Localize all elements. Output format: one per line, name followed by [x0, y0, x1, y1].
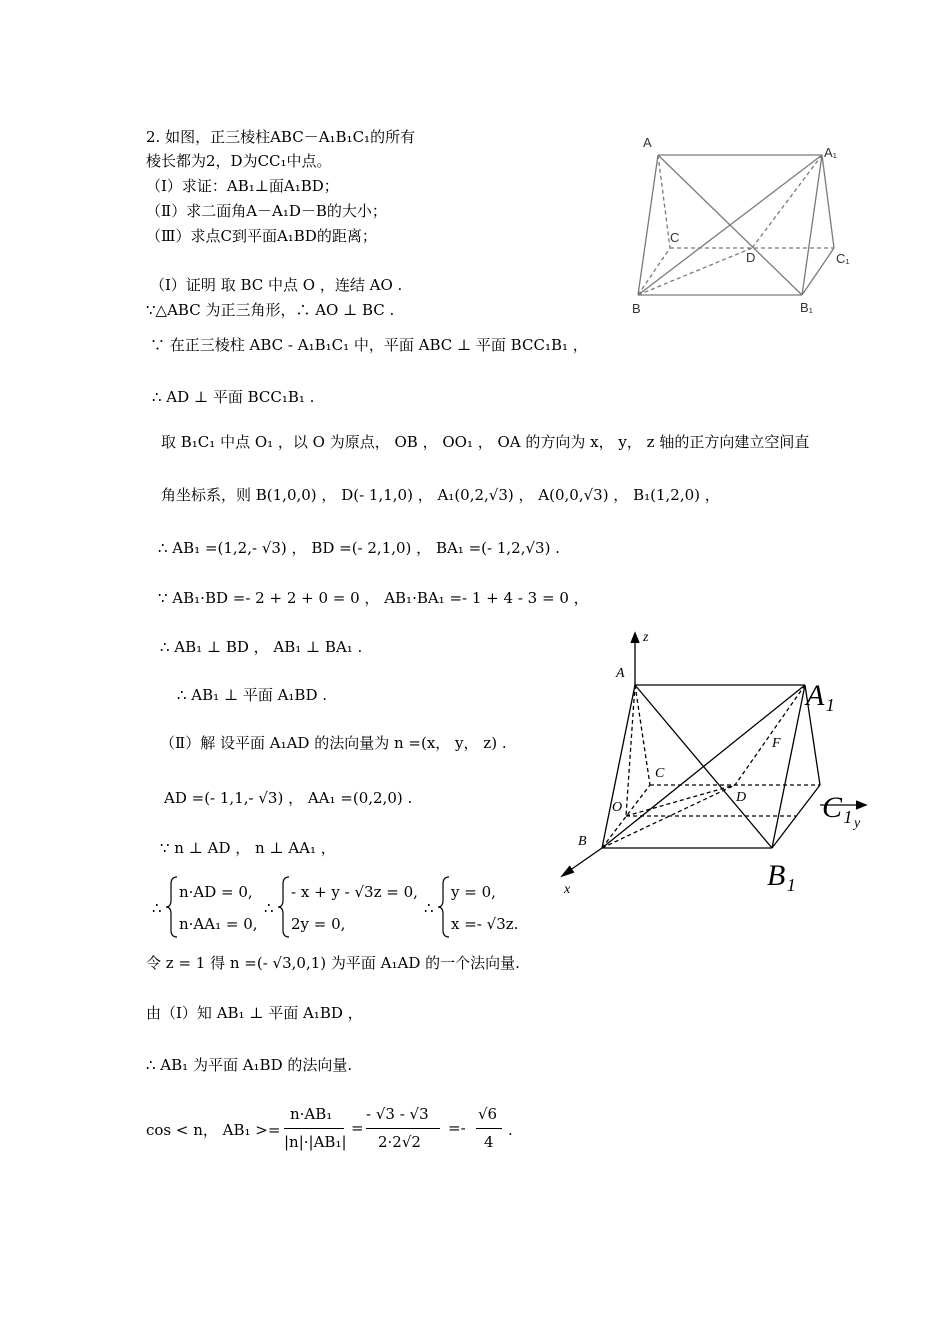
problem-line-1: 2. 如图，正三棱柱ABC－A₁B₁C₁的所有: [146, 128, 416, 146]
z-axis-arrow: [631, 633, 639, 643]
fraction-1: [284, 1102, 347, 1162]
therefore-2: ∴: [264, 899, 274, 917]
equals-1: =: [351, 1119, 364, 1137]
solution-line-16: 由（Ⅰ）知 AB₁ ⊥ 平面 A₁BD ，: [146, 1004, 363, 1022]
cos-left: cos < n， AB₁ >=: [146, 1121, 281, 1139]
solution-line-1: （Ⅰ）证明 取 BC 中点 O ，连结 AO .: [150, 276, 403, 294]
solution-line-3: ∵ 在正三棱柱 ABC - A₁B₁C₁ 中，平面 ABC ⊥ 平面 BCC₁B₁ ，: [150, 336, 588, 354]
system-1-eq-2: n·AA₁ = 0,: [179, 915, 258, 933]
label-B1: B₁: [800, 300, 814, 315]
label-A: A: [643, 135, 652, 150]
fraction-2-bar: [366, 1128, 440, 1129]
brace-2: [278, 876, 290, 938]
seg-A1D: [752, 155, 822, 248]
system-1-eq-1: n·AD = 0,: [179, 883, 253, 901]
solution-line-2: ∵△ABC 为正三角形，∴ AO ⊥ BC .: [146, 301, 395, 319]
cosine-formula: [146, 1098, 566, 1168]
final-period: .: [508, 1121, 513, 1139]
label-O: O: [612, 800, 623, 815]
solution-line-17: ∴ AB₁ 为平面 A₁BD 的法向量.: [146, 1056, 353, 1074]
label-F: F: [772, 736, 781, 751]
label-D: D: [736, 790, 747, 805]
problem-part-2: （Ⅱ）求二面角A－A₁D－B的大小；: [146, 202, 387, 220]
diag-BA1: [602, 685, 805, 848]
fraction-2-numerator: - √3 - √3: [366, 1105, 429, 1123]
problem-line-2: 棱长都为2，D为CC₁中点。: [146, 152, 332, 170]
fraction-1-bar: [284, 1128, 344, 1129]
label-C: C: [670, 230, 680, 245]
fraction-3: [476, 1102, 506, 1162]
fraction-2: [366, 1102, 444, 1162]
label-y: y: [854, 816, 861, 831]
solution-line-11: （Ⅱ）解 设平面 A₁AD 的法向量为 n =(x， y， z) .: [160, 734, 507, 752]
solution-line-9: ∴ AB₁ ⊥ BD ， AB₁ ⊥ BA₁ .: [160, 638, 363, 656]
therefore-3: ∴: [424, 899, 434, 917]
label-C: C: [655, 766, 665, 781]
label-D: D: [746, 250, 756, 265]
brace-3: [438, 876, 450, 938]
solution-line-6: 角坐标系，则 B(1,0,0) ， D(- 1,1,0) ， A₁(0,2,√3) ， A(0,0,√3) ， B₁(1,2,0) ，: [161, 486, 720, 504]
solution-line-8: ∵ AB₁·BD =- 2 + 2 + 0 = 0 ， AB₁·BA₁ =- 1 + 4 - 3 = 0 ，: [158, 589, 589, 607]
solution-line-13: ∵ n ⊥ AD ， n ⊥ AA₁ ，: [160, 839, 336, 857]
solution-line-7: ∴ AB₁ =(1,2,- √3) ， BD =(- 2,1,0) ， BA₁ =(- 1,2,√3) .: [158, 539, 560, 557]
prism-figure: [620, 125, 860, 325]
solution-line-5: 取 B₁C₁ 中点 O₁ ，以 O 为原点， OB ， OO₁ ， OA 的方向为 x， y， z 轴的正方向建立空间直: [161, 433, 810, 451]
label-x: x: [564, 882, 571, 897]
equals-2: =-: [448, 1119, 466, 1137]
solution-line-12: AD =(- 1,1,- √3) ， AA₁ =(0,2,0) .: [164, 789, 413, 807]
therefore-1: ∴: [152, 899, 162, 917]
brace-1: [166, 876, 178, 938]
fraction-3-denominator: 4: [484, 1133, 494, 1151]
diag-BA1: [638, 155, 822, 295]
solution-line-15: 令 z = 1 得 n =(- √3,0,1) 为平面 A₁AD 的一个法向量.: [146, 954, 520, 972]
system-2-eq-1: - x + y - √3z = 0,: [291, 883, 418, 901]
y-axis-arrow: [856, 801, 866, 809]
fraction-3-bar: [476, 1128, 502, 1129]
label-B: B: [578, 834, 587, 849]
edge-AB: [602, 685, 635, 848]
equation-systems: [152, 874, 552, 944]
system-3-eq-2: x =- √3z.: [451, 915, 519, 933]
edge-B1C1: [802, 248, 834, 295]
label-B: B: [632, 301, 641, 316]
label-A1: A₁: [806, 679, 835, 712]
fraction-1-denominator: |n|·|AB₁|: [284, 1133, 347, 1151]
fraction-2-denominator: 2·2√2: [378, 1133, 421, 1151]
label-A1: A₁: [824, 145, 838, 160]
seg-BD: [638, 248, 752, 295]
problem-part-1: （Ⅰ）求证：AB₁⊥面A₁BD；: [146, 177, 339, 195]
edge-A1B1: [802, 155, 822, 295]
x-axis-arrow: [562, 866, 574, 876]
edge-A1C1: [822, 155, 834, 248]
solution-line-4: ∴ AD ⊥ 平面 BCC₁B₁ .: [152, 388, 315, 406]
coordinate-figure: [550, 625, 880, 905]
fraction-1-numerator: n·AB₁: [290, 1105, 333, 1123]
system-2-eq-2: 2y = 0,: [291, 915, 346, 933]
label-C1: C₁: [836, 251, 850, 266]
label-B1: B₁: [767, 859, 796, 892]
edge-AB: [638, 155, 658, 295]
system-3-eq-1: y = 0,: [451, 883, 496, 901]
problem-part-3: （Ⅲ）求点C到平面A₁BD的距离；: [146, 227, 377, 245]
label-C1: C₁: [822, 791, 853, 824]
label-A: A: [616, 666, 625, 681]
label-z: z: [643, 630, 649, 645]
solution-line-10: ∴ AB₁ ⊥ 平面 A₁BD .: [177, 686, 328, 704]
fraction-3-numerator: √6: [478, 1105, 498, 1123]
edge-AC: [658, 155, 670, 248]
